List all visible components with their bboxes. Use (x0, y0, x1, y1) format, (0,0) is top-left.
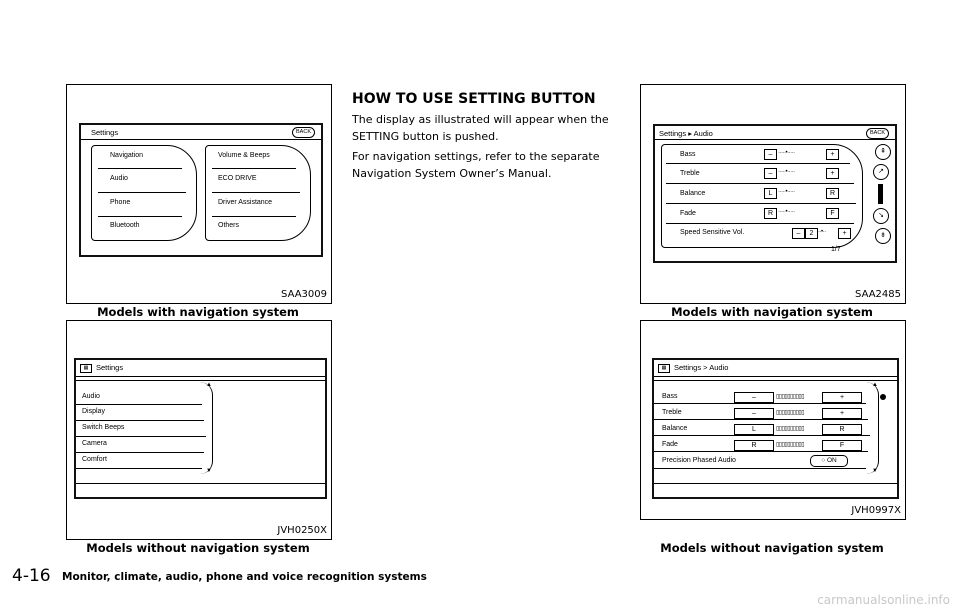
paragraph-intro: The display as illustrated will appear when the SETTING button is pushed. (352, 113, 609, 143)
audio-rows (661, 144, 863, 248)
row-label-fade: Fade (662, 441, 678, 448)
scroll-bottom-icon[interactable]: ⇟ (875, 228, 891, 244)
balance-right-button[interactable]: R (822, 424, 862, 435)
fade-front-button[interactable]: F (826, 208, 839, 219)
ppa-toggle-value: ON (827, 457, 837, 464)
paragraph-nav-reference: For navigation settings, refer to the separate Navigation System Owner’s Manual. (352, 150, 600, 180)
fade-rear-button[interactable]: R (764, 208, 777, 219)
menu-item-volume-beeps[interactable]: Volume & Beeps (218, 152, 270, 159)
scroll-up-icon[interactable]: ▲ (872, 382, 878, 388)
scroll-down-icon[interactable]: ▼ (206, 468, 212, 474)
menu-item-bluetooth[interactable]: Bluetooth (110, 222, 140, 229)
scroll-position-bar[interactable] (878, 184, 883, 204)
scrollbar[interactable] (866, 382, 879, 474)
row-label-balance: Balance (680, 190, 706, 197)
row-label-bass: Bass (680, 151, 696, 158)
menu-item-display[interactable]: Display (82, 408, 105, 415)
treble-level-bar[interactable]: ·····•····· (778, 169, 795, 175)
balance-level-bar[interactable]: ·····•····· (778, 189, 795, 195)
ppa-toggle[interactable] (810, 455, 848, 467)
bass-level-bar[interactable]: ▯▯▯▯▯▯▯▯▯▯ (776, 394, 805, 400)
back-button[interactable]: BACK (866, 128, 889, 139)
scrollbar[interactable] (200, 382, 213, 474)
scroll-down-icon[interactable]: ↘ (873, 208, 889, 224)
figure-caption: Models with navigation system (97, 305, 299, 319)
speed-vol-value: 2 (805, 228, 818, 239)
back-button[interactable]: BACK (292, 127, 315, 138)
figure-code: SAA2485 (855, 289, 901, 300)
figure-code: JVH0997X (851, 505, 901, 516)
screen-title: Settings (96, 363, 124, 372)
menu-item-phone[interactable]: Phone (110, 199, 131, 206)
row-label-treble: Treble (662, 409, 682, 416)
figure-caption: Models with navigation system (671, 305, 873, 319)
fade-level-bar[interactable]: ·····•····· (778, 209, 795, 215)
menu-item-audio[interactable]: Audio (82, 393, 100, 400)
menu-item-others[interactable]: Others (218, 222, 240, 229)
scroll-top-icon[interactable]: ⇞ (875, 144, 891, 160)
screen-title: Settings ▸ Audio (659, 129, 713, 138)
treble-level-bar[interactable]: ▯▯▯▯▯▯▯▯▯▯ (776, 410, 805, 416)
scroll-down-icon[interactable]: ▼ (872, 468, 878, 474)
figure-settings-nav (66, 84, 332, 304)
figure-audio-nav (640, 84, 906, 304)
row-label-treble: Treble (680, 170, 700, 177)
figure-caption: Models without navigation system (660, 541, 884, 555)
menu-item-audio[interactable]: Audio (110, 175, 128, 182)
figure-caption: Models without navigation system (86, 541, 310, 555)
menu-item-camera[interactable]: Camera (82, 440, 107, 447)
treble-decrease-button[interactable]: – (734, 408, 774, 419)
speed-vol-increase-button[interactable]: + (838, 228, 851, 239)
audio-settings-screen (653, 124, 897, 263)
menu-right-column (205, 145, 311, 241)
toggle-indicator-icon: ○ (821, 457, 826, 464)
treble-increase-button[interactable]: + (822, 408, 862, 419)
balance-level-bar[interactable]: ▯▯▯▯▯▯▯▯▯▯ (776, 426, 805, 432)
row-label-precision-phased-audio: Precision Phased Audio (662, 457, 736, 464)
figure-code: JVH0250X (277, 525, 327, 536)
watermark: carmanualsonline.info (817, 593, 950, 607)
treble-decrease-button[interactable]: – (764, 168, 777, 179)
settings-icon: ▦ (658, 364, 670, 373)
scroll-up-icon[interactable]: ↗ (873, 164, 889, 180)
bass-increase-button[interactable]: + (826, 149, 839, 160)
speed-vol-decrease-button[interactable]: – (792, 228, 805, 239)
row-label-bass: Bass (662, 393, 678, 400)
section-heading: HOW TO USE SETTING BUTTON (352, 91, 596, 107)
page-section-title: Monitor, climate, audio, phone and voice recognition systems (62, 571, 427, 583)
fade-front-button[interactable]: F (822, 440, 862, 451)
page-number: 4-16 (12, 566, 51, 586)
breadcrumb-settings: Settings (659, 129, 687, 138)
settings-icon: ▦ (80, 364, 92, 373)
bass-increase-button[interactable]: + (822, 392, 862, 403)
row-label-balance: Balance (662, 425, 688, 432)
fade-level-bar[interactable]: ▯▯▯▯▯▯▯▯▯▯ (776, 442, 805, 448)
treble-increase-button[interactable]: + (826, 168, 839, 179)
page-indicator: 1/7 (831, 246, 841, 253)
menu-item-comfort[interactable]: Comfort (82, 456, 107, 463)
audio-settings-screen (652, 358, 899, 499)
settings-screen (74, 358, 327, 499)
bass-decrease-button[interactable]: – (764, 149, 777, 160)
fade-rear-button[interactable]: R (734, 440, 774, 451)
screen-title: Settings > Audio (674, 363, 729, 372)
balance-right-button[interactable]: R (826, 188, 839, 199)
figure-audio-no-nav (640, 320, 906, 520)
screen-title: Settings (91, 128, 119, 137)
scroll-position-dot (880, 394, 886, 400)
menu-item-eco-drive[interactable]: ECO DRIVE (218, 175, 257, 182)
menu-item-navigation[interactable]: Navigation (110, 152, 144, 159)
menu-left-column (91, 145, 197, 241)
menu-item-switch-beeps[interactable]: Switch Beeps (82, 424, 125, 431)
row-label-speed-sensitive-vol: Speed Sensitive Vol. (680, 229, 745, 236)
breadcrumb-audio: Audio (693, 129, 713, 138)
bass-level-bar[interactable]: ·····•····· (778, 150, 795, 156)
figure-code: SAA3009 (281, 289, 327, 300)
balance-left-button[interactable]: L (764, 188, 777, 199)
menu-item-driver-assistance[interactable]: Driver Assistance (218, 199, 273, 206)
row-label-fade: Fade (680, 210, 696, 217)
scroll-up-icon[interactable]: ▲ (206, 382, 212, 388)
bass-decrease-button[interactable]: – (734, 392, 774, 403)
speed-vol-level-bar[interactable]: ··•·· (818, 229, 826, 235)
figure-settings-no-nav (66, 320, 332, 540)
settings-screen (79, 123, 323, 257)
balance-left-button[interactable]: L (734, 424, 774, 435)
